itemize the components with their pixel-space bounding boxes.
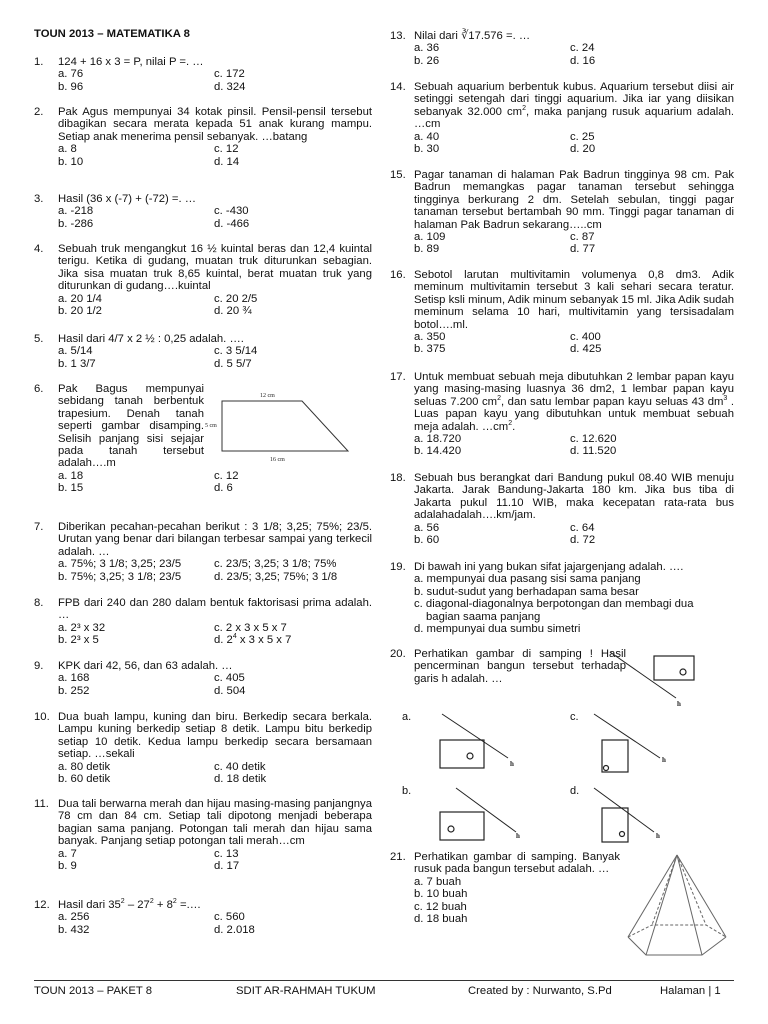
question-number: 18.	[390, 472, 406, 484]
question-number: 4.	[34, 243, 44, 255]
question-text: Hasil dari 4/7 x 2 ½ : 0,25 adalah. ….	[58, 333, 244, 345]
line-h-label: h	[677, 700, 681, 708]
pyramid-figure	[622, 851, 732, 973]
option-a: a. 40	[414, 130, 440, 143]
option-c-continued: bagian saama panjang	[426, 610, 541, 623]
question-text: Pak Bagus mempunyai sebidang tanah berbentuk trapesium. Denah tanah seperti gambar disamping. Selisih panjang sisi sejajar pada tanah tersebut adalah….m	[58, 383, 204, 470]
option-c: c. 25	[570, 130, 595, 143]
option-b: b. 60	[414, 534, 440, 547]
text-part: =.…	[176, 899, 201, 911]
option-d: d. 77	[570, 243, 596, 256]
question-number: 9.	[34, 660, 44, 672]
question-16	[390, 269, 734, 356]
option-b: b.	[402, 785, 412, 797]
footer-page-number: Halaman | 1	[660, 985, 721, 997]
question-text: Perhatikan gambar di samping ! Hasil pencerminan bangun tersebut terhadap garis h adalah. …	[414, 648, 626, 685]
option-a: a. 2³ x 32	[58, 621, 106, 634]
option-b: b. 432	[58, 923, 90, 936]
question-number: 20.	[390, 648, 406, 660]
option-d: d. 324	[214, 80, 246, 93]
option-a: a. -218	[58, 205, 94, 218]
option-b: b. 20 1/2	[58, 305, 102, 318]
line-h-label: h	[516, 832, 520, 840]
option-b: b. 30	[414, 143, 440, 156]
footer-school: SDIT AR-RAHMAH TUKUM	[236, 985, 376, 997]
option-d-exponent: 4	[232, 633, 237, 641]
option-a: a. 18.720	[414, 433, 462, 446]
option-b: b. 10	[58, 155, 84, 168]
exponent: 2	[497, 395, 501, 403]
question-9	[34, 660, 372, 697]
option-d: d.	[570, 785, 580, 797]
option-a: a. 256	[58, 911, 90, 924]
line-h-label: h	[656, 832, 660, 840]
question-number: 17.	[390, 371, 406, 383]
question-number: 12.	[34, 899, 50, 911]
footer-exam-name: TOUN 2013 – PAKET 8	[34, 985, 153, 997]
option-d: d. -466	[214, 217, 250, 230]
option-d: d. 20 ¾	[214, 305, 252, 318]
option-d: d. 6	[214, 482, 233, 495]
question-3	[34, 193, 372, 230]
question-12	[34, 899, 372, 936]
question-text: Sebuah truk mengangkut 16 ½ kuintal beras dan 12,4 kuintal terigu. Ketika di gudang, muatan truk diturunkan sebagian. Jika sisa muatan truk 8,65 kuintal, berat muatan truk yang diturunkan di gudang….kuintal	[58, 243, 372, 293]
option-c: c. 400	[570, 331, 601, 344]
option-c: c. 64	[570, 521, 595, 534]
option-b: b. 75%; 3,25; 3 1/8; 23/5	[58, 570, 182, 583]
question-number: 7.	[34, 521, 44, 533]
question-number: 1.	[34, 56, 44, 68]
exponent: 2	[508, 419, 513, 427]
question-text: Dua buah lampu, kuning dan biru. Berkedip secara berkala. Lampu kuning berkedip setiap 8 detik. Lampu bitu berkedip setiap 10 detik. Kedua lampu berkedip secara bersamaan setiap. …sekali	[58, 711, 372, 761]
question-text: Pagar tanaman di halaman Pak Badrun tingginya 98 cm. Pak Badrun memangkas pagar tanaman tersebut sehingga tingginya berkurang 2 dm. Setelah sebulan, tinggi pagar tanaman tersebut bertambah 90 mm. Tinggi pagar tanaman di halaman Pak Badrun sekarang…..cm	[414, 169, 734, 231]
question-number: 14.	[390, 81, 406, 93]
height-label: 5 cm	[205, 423, 217, 429]
option-a: a. 350	[414, 331, 446, 344]
option-b: b. -286	[58, 217, 94, 230]
exponent: 2	[120, 898, 125, 906]
question-1	[34, 56, 372, 93]
option-c: c. 3 5/14	[214, 345, 258, 358]
question-text: KPK dari 42, 56, dan 63 adalah. …	[58, 660, 233, 672]
trapezoid-figure	[202, 387, 372, 467]
question-14	[390, 81, 734, 155]
question-text: FPB dari 240 dan 280 dalam bentuk faktorisasi prima adalah. …	[58, 597, 372, 622]
option-d: d. mempunyai dua sumbu simetri	[414, 623, 581, 636]
question-number: 13.	[390, 30, 406, 42]
question-19	[390, 561, 734, 635]
option-d: d. 2.018	[214, 923, 255, 936]
exponent: 3	[723, 395, 728, 403]
text-part: Sebuah aquarium berbentuk kubus. Aquarium tersebut diisi air setinggi setengah dari tinggi aquarium. Jika iar yang diisikan sebanyak 32.000 cm	[414, 81, 734, 118]
option-d: d. 20	[570, 143, 596, 156]
option-b: b. 2³ x 5	[58, 634, 99, 647]
text-part: – 27	[124, 899, 150, 911]
question-5	[34, 333, 372, 370]
option-d: d. 16	[570, 54, 596, 67]
option-c: c.	[570, 711, 579, 723]
exponent: 2	[522, 105, 526, 113]
reflection-figures	[390, 648, 734, 848]
bottom-side-label: 16 cm	[270, 457, 285, 463]
question-11	[34, 798, 372, 872]
option-c: c. 13	[214, 847, 239, 860]
option-b: b. 9	[58, 860, 77, 873]
question-text	[414, 371, 734, 433]
option-a: a. 7	[58, 847, 77, 860]
question-text: Diberikan pecahan-pecahan berikut : 3 1/8; 3,25; 75%; 23/5. Urutan yang benar dari bilangan terbesar sampai yang terkecil adalah. …	[58, 521, 372, 558]
question-number: 11.	[34, 798, 49, 810]
option-c: c. -430	[214, 205, 249, 218]
option-d-base: d. 2	[214, 634, 233, 647]
option-b: b. 60 detik	[58, 773, 111, 786]
option-b: b. 89	[414, 243, 440, 256]
option-c: c. 24	[570, 42, 595, 55]
question-number: 6.	[34, 383, 44, 395]
question-number: 5.	[34, 333, 44, 345]
question-number: 2.	[34, 106, 44, 118]
option-b: b. 252	[58, 684, 90, 697]
question-text: Sebotol larutan multivitamin volumenya 0,8 dm3. Adik meminum multivitamin tersebut 3 kali sehari secara teratur. Setisp ksli minum, Adik minum sebanyak 15 ml. Jika Adik sudah meminum selama 10 hari, multivitamin yang tersisadalam botol….ml.	[414, 269, 734, 331]
question-number: 8.	[34, 597, 44, 609]
question-number: 15.	[390, 169, 406, 181]
option-c: c. 405	[214, 672, 245, 685]
option-d	[214, 634, 372, 646]
option-a: a. 75%; 3 1/8; 3,25; 23/5	[58, 558, 182, 571]
question-4	[34, 243, 372, 317]
text-part: . Luas papan kayu yang dibutuhkan untuk membuat sebuah meja adalah. …cm	[414, 395, 734, 433]
option-d: d. 425	[570, 343, 602, 356]
question-18	[390, 472, 734, 546]
option-b: b. sudut-sudut yang berhadapan sama besar	[414, 585, 639, 598]
option-c: c. 172	[214, 68, 245, 81]
page-title: TOUN 2013 – MATEMATIKA 8	[34, 28, 190, 40]
option-a: a. 56	[414, 521, 440, 534]
option-d: d. 23/5; 3,25; 75%; 3 1/8	[214, 570, 338, 583]
option-a: a. 80 detik	[58, 760, 111, 773]
option-b: b. 15	[58, 482, 84, 495]
question-text: Sebuah bus berangkat dari Bandung pukul 08.40 WIB menuju Jakarta. Jarak Bandung-Jakarta 180 km. Jika bus tiba di Jakarta pukul 11.10 WIB, maka kecepatan rata-rata bus adalahadalah….km/jam.	[414, 472, 734, 522]
page-footer	[34, 980, 734, 997]
question-15	[390, 169, 734, 256]
option-b: b. 26	[414, 54, 440, 67]
option-a: a. 20 1/4	[58, 292, 102, 305]
option-d: d. 504	[214, 684, 246, 697]
option-d: d. 18 buah	[414, 913, 468, 926]
text-part: Hasil dari 35	[58, 899, 121, 911]
option-d-rest: x 3 x 5 x 7	[236, 634, 292, 647]
text-part: .	[512, 420, 516, 433]
question-text: Perhatikan gambar di samping. Banyak rusuk pada bangun tersebut adalah. …	[414, 851, 620, 876]
question-text: Nilai dari ∛17.576 =. …	[414, 30, 531, 42]
option-d: d. 18 detik	[214, 773, 267, 786]
exponent: 2	[149, 898, 154, 906]
option-a: a. 5/14	[58, 345, 93, 358]
text-part: + 8	[153, 899, 173, 911]
question-number: 16.	[390, 269, 406, 281]
option-c: c. 20 2/5	[214, 292, 258, 305]
question-text	[58, 899, 201, 911]
option-c: c. 560	[214, 911, 245, 924]
option-a: a. 76	[58, 68, 84, 81]
question-number: 3.	[34, 193, 44, 205]
question-6	[34, 383, 372, 495]
question-13	[390, 30, 734, 67]
option-c: c. 12 buah	[414, 900, 467, 913]
question-20	[390, 648, 734, 840]
option-c: c. 12	[214, 143, 239, 156]
exponent: 2	[172, 898, 177, 906]
option-a: a. 168	[58, 672, 90, 685]
option-a: a.	[402, 711, 412, 723]
option-a: a. 109	[414, 231, 446, 244]
line-h-label: h	[510, 760, 514, 768]
question-number: 10.	[34, 711, 50, 723]
option-c: c. 12	[214, 469, 239, 482]
question-number: 21.	[390, 851, 406, 863]
option-c: c. 23/5; 3,25; 3 1/8; 75%	[214, 558, 337, 571]
option-d: d. 72	[570, 534, 596, 547]
question-text: 124 + 16 x 3 = P, nilai P =. …	[58, 56, 204, 68]
option-c: c. 87	[570, 231, 595, 244]
option-b: b. 1 3/7	[58, 357, 96, 370]
option-c: c. diagonal-diagonalnya berpotongan dan membagi dua	[414, 598, 694, 611]
question-text: Di bawah ini yang bukan sifat jajargenjang adalah. ….	[414, 561, 684, 573]
text-part: Untuk membuat sebuah meja dibutuhkan 2 lembar papan kayu yang masing-masing luasnya 36 dm2, 1 lembar papan kayu seluas 7.200 cm	[414, 371, 734, 408]
option-d: d. 14	[214, 155, 240, 168]
option-b: b. 14.420	[414, 445, 462, 458]
question-text: Pak Agus mempunyai 34 kotak pinsil. Pensil-pensil tersebut dibagikan secara merata kepada 51 anak kurang mampu. Setiap anak menerima pensil sebanyak. …batang	[58, 106, 372, 143]
question-7	[34, 521, 372, 583]
question-10	[34, 711, 372, 785]
question-8	[34, 597, 372, 647]
option-b: b. 10 buah	[414, 888, 468, 901]
question-text	[414, 81, 734, 130]
question-text: Dua tali berwarna merah dan hijau masing-masing panjangnya 78 cm dan 84 cm. Setiap tali dipotong menjadi beberapa bagian sama panjang. Potongan tali merah dan hijau sama banyak. Panjang setiap potongan tali merah…cm	[58, 798, 372, 848]
option-a: a. 7 buah	[414, 875, 462, 888]
option-a: a. 8	[58, 143, 77, 156]
question-17	[390, 371, 734, 458]
option-d: d. 17	[214, 860, 240, 873]
option-c: c. 2 x 3 x 5 x 7	[214, 621, 287, 634]
option-c: c. 12.620	[570, 433, 617, 446]
option-d: d. 5 5/7	[214, 357, 252, 370]
option-a: a. mempunyai dua pasang sisi sama panjang	[414, 573, 641, 586]
text-part: , maka panjang rusuk aquarium adalah. …cm	[414, 105, 734, 131]
top-side-label: 12 cm	[260, 393, 275, 399]
option-b: b. 375	[414, 343, 446, 356]
footer-creator: Created by : Nurwanto, S.Pd	[468, 985, 612, 997]
text-part: , dan satu lembar papan kayu seluas 43 dm	[500, 395, 724, 408]
option-a: a. 36	[414, 42, 440, 55]
question-2	[34, 106, 372, 168]
option-b: b. 96	[58, 80, 84, 93]
line-h-label: h	[662, 756, 666, 764]
option-a: a. 18	[58, 469, 84, 482]
option-d: d. 11.520	[570, 445, 617, 458]
question-number: 19.	[390, 561, 406, 573]
option-c: c. 40 detik	[214, 760, 266, 773]
question-text: Hasil (36 x (-7) + (-72) =. …	[58, 193, 197, 205]
question-21	[390, 851, 734, 925]
